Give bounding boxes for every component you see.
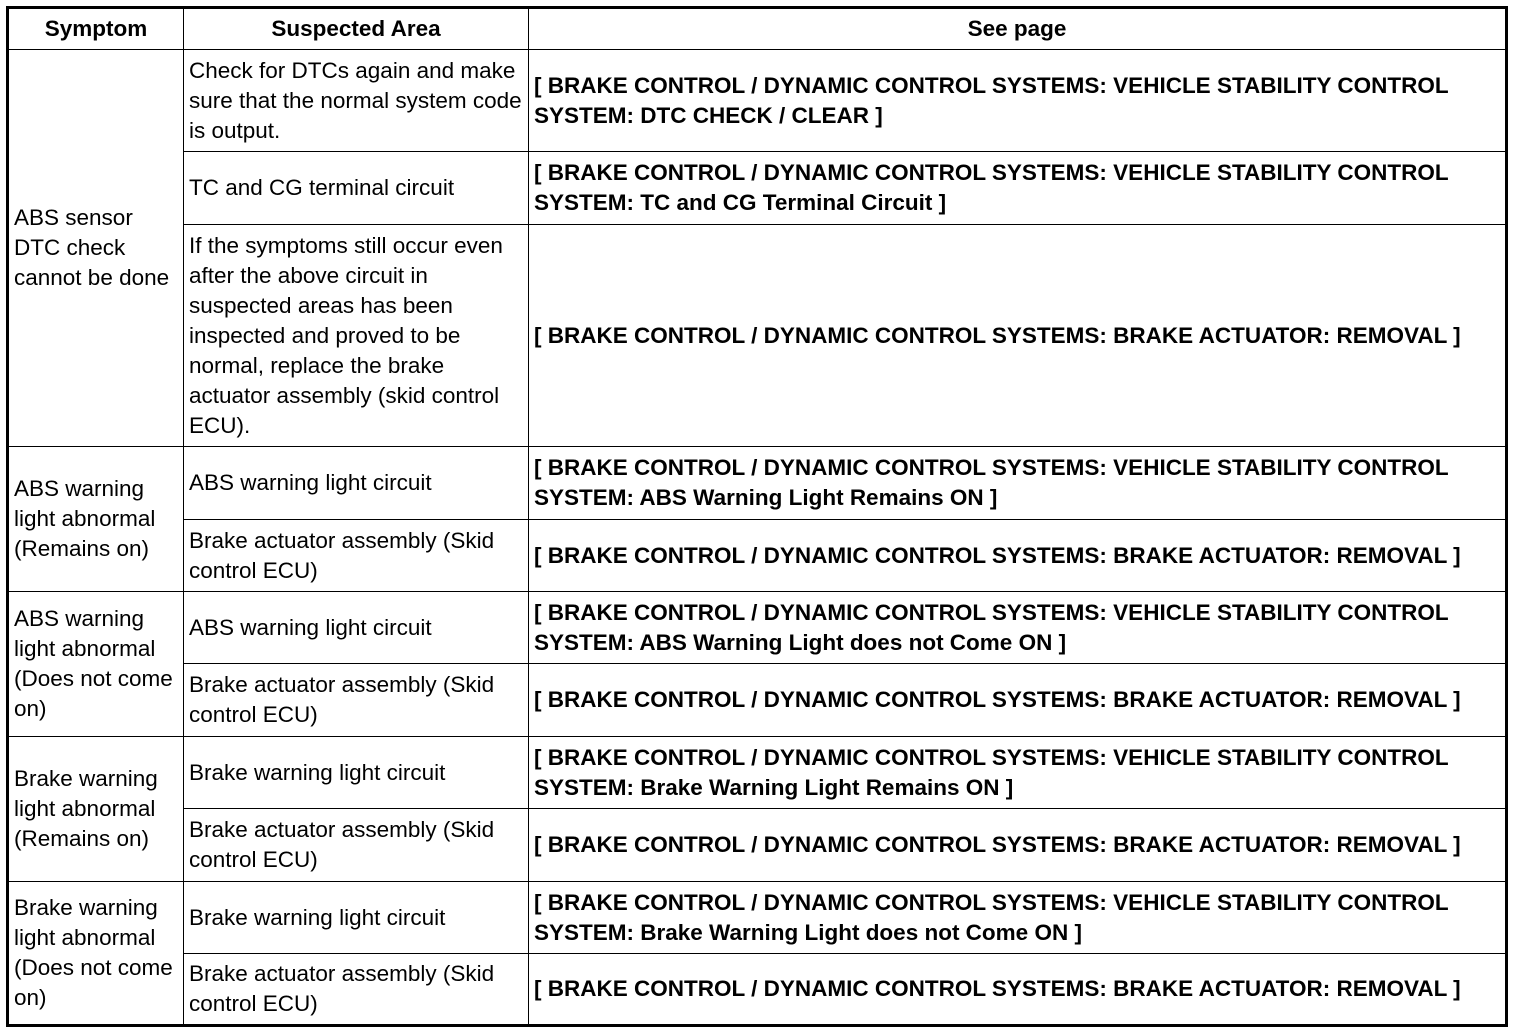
table-row [8, 520, 1507, 592]
see-page-link[interactable]: [ BRAKE CONTROL / DYNAMIC CONTROL SYSTEMS: BRAKE ACTUATOR: REMOVAL ] [529, 954, 1507, 1026]
symptom-header: Symptom [8, 8, 184, 50]
table-row [8, 809, 1507, 882]
suspected-area-cell: Check for DTCs again and make sure that the normal system code is output. [184, 50, 529, 152]
table-row [8, 954, 1507, 1026]
see-page-header: See page [529, 8, 1507, 50]
see-page-link[interactable]: [ BRAKE CONTROL / DYNAMIC CONTROL SYSTEMS: BRAKE ACTUATOR: REMOVAL ] [529, 225, 1507, 447]
suspected-area-cell: Brake actuator assembly (Skid control ECU) [184, 954, 529, 1026]
see-page-link[interactable]: [ BRAKE CONTROL / DYNAMIC CONTROL SYSTEMS: VEHICLE STABILITY CONTROL SYSTEM: ABS Warning Light Remains ON ] [529, 447, 1507, 520]
table-row [8, 225, 1507, 447]
suspected-area-cell: Brake actuator assembly (Skid control ECU) [184, 520, 529, 592]
suspected-area-cell: ABS warning light circuit [184, 592, 529, 664]
table-row [8, 664, 1507, 737]
symptom-cell: ABS sensor DTC check cannot be done [8, 50, 184, 447]
symptom-cell: ABS warning light abnormal (Remains on) [8, 447, 184, 592]
suspected-area-cell: Brake warning light circuit [184, 737, 529, 809]
suspected-area-cell: Brake warning light circuit [184, 882, 529, 954]
see-page-link[interactable]: [ BRAKE CONTROL / DYNAMIC CONTROL SYSTEMS: VEHICLE STABILITY CONTROL SYSTEM: ABS Warning Light does not Come ON ] [529, 592, 1507, 664]
table-row [8, 737, 1507, 809]
table-row [8, 152, 1507, 225]
see-page-link[interactable]: [ BRAKE CONTROL / DYNAMIC CONTROL SYSTEMS: BRAKE ACTUATOR: REMOVAL ] [529, 809, 1507, 882]
suspected-area-cell: Brake actuator assembly (Skid control ECU) [184, 664, 529, 737]
table-row [8, 592, 1507, 664]
see-page-link[interactable]: [ BRAKE CONTROL / DYNAMIC CONTROL SYSTEMS: BRAKE ACTUATOR: REMOVAL ] [529, 664, 1507, 737]
suspected-area-cell: Brake actuator assembly (Skid control ECU) [184, 809, 529, 882]
see-page-link[interactable]: [ BRAKE CONTROL / DYNAMIC CONTROL SYSTEMS: VEHICLE STABILITY CONTROL SYSTEM: Brake Warning Light does not Come ON ] [529, 882, 1507, 954]
table-row [8, 882, 1507, 954]
symptom-cell: Brake warning light abnormal (Remains on) [8, 737, 184, 882]
suspected-area-cell: TC and CG terminal circuit [184, 152, 529, 225]
symptom-cell: Brake warning light abnormal (Does not come on) [8, 882, 184, 1026]
see-page-link[interactable]: [ BRAKE CONTROL / DYNAMIC CONTROL SYSTEMS: VEHICLE STABILITY CONTROL SYSTEM: DTC CHECK / CLEAR ] [529, 50, 1507, 152]
suspected-area-header: Suspected Area [184, 8, 529, 50]
see-page-link[interactable]: [ BRAKE CONTROL / DYNAMIC CONTROL SYSTEMS: VEHICLE STABILITY CONTROL SYSTEM: TC and CG Terminal Circuit ] [529, 152, 1507, 225]
table-row [8, 447, 1507, 520]
header-row [8, 8, 1507, 50]
see-page-link[interactable]: [ BRAKE CONTROL / DYNAMIC CONTROL SYSTEMS: VEHICLE STABILITY CONTROL SYSTEM: Brake Warning Light Remains ON ] [529, 737, 1507, 809]
problem-symptoms-table [6, 6, 1508, 1027]
suspected-area-cell: ABS warning light circuit [184, 447, 529, 520]
table-row [8, 50, 1507, 152]
see-page-link[interactable]: [ BRAKE CONTROL / DYNAMIC CONTROL SYSTEMS: BRAKE ACTUATOR: REMOVAL ] [529, 520, 1507, 592]
symptom-cell: ABS warning light abnormal (Does not come on) [8, 592, 184, 737]
suspected-area-cell: If the symptoms still occur even after the above circuit in suspected areas has been inspected and proved to be normal, replace the brake actuator assembly (skid control ECU). [184, 225, 529, 447]
